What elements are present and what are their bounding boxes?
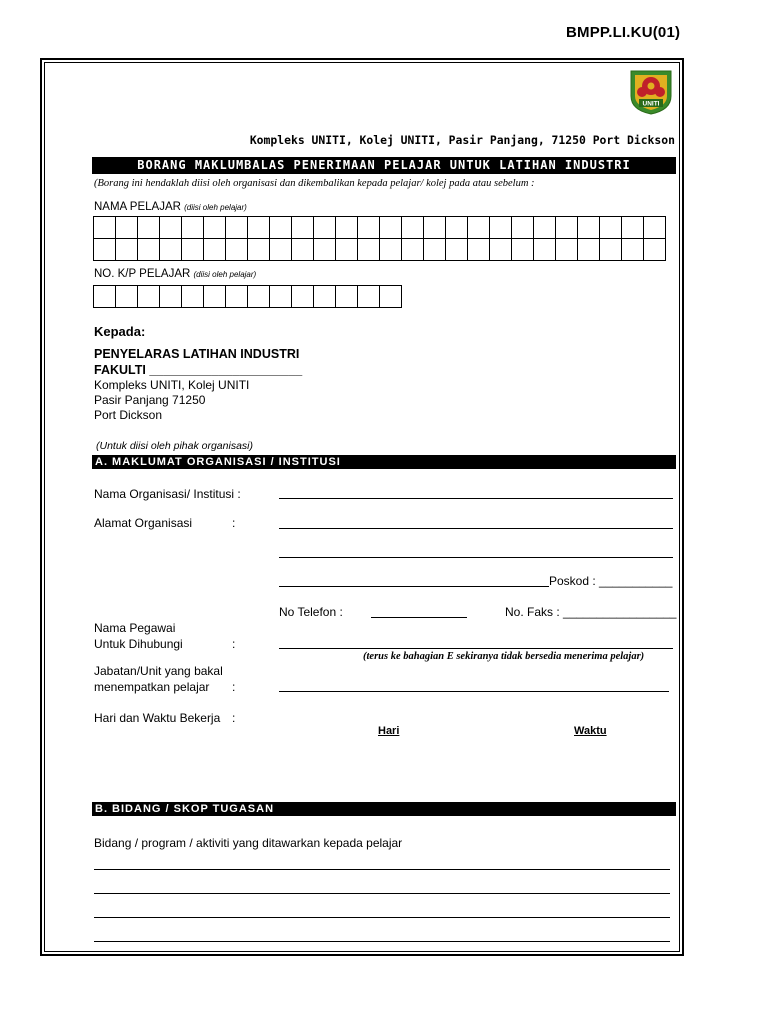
- student-name-boxes[interactable]: [93, 216, 666, 261]
- contact-label-1: Nama Pegawai: [94, 621, 176, 635]
- scope-line-1[interactable]: [94, 869, 670, 870]
- ic-char-box[interactable]: [314, 286, 336, 308]
- name-char-box[interactable]: [534, 217, 556, 239]
- phone-label: No Telefon :: [279, 605, 343, 619]
- ic-char-box[interactable]: [160, 286, 182, 308]
- recipient-line-1: PENYELARAS LATIHAN INDUSTRI: [94, 347, 300, 361]
- name-char-box[interactable]: [358, 217, 380, 239]
- ic-char-box[interactable]: [292, 286, 314, 308]
- student-ic-label: [94, 268, 256, 280]
- form-instruction-note: (Borang ini hendaklah diisi oleh organisasi dan dikembalikan kepada pelajar/ kolej pada atau sebelum :: [94, 178, 535, 189]
- name-char-box[interactable]: [622, 217, 644, 239]
- name-char-box[interactable]: [380, 239, 402, 261]
- student-name-label: [94, 201, 247, 213]
- recipient-heading: Kepada:: [94, 324, 146, 339]
- name-char-box[interactable]: [424, 217, 446, 239]
- contact-colon: :: [232, 637, 236, 651]
- ic-char-box[interactable]: [116, 286, 138, 308]
- scope-line-2[interactable]: [94, 893, 670, 894]
- name-char-box[interactable]: [468, 239, 490, 261]
- name-char-box[interactable]: [578, 239, 600, 261]
- name-char-box[interactable]: [292, 239, 314, 261]
- name-char-box[interactable]: [160, 217, 182, 239]
- uniti-shield-logo: [627, 68, 675, 116]
- name-char-box[interactable]: [380, 217, 402, 239]
- org-name-line[interactable]: [279, 498, 673, 499]
- recipient-address-3: Port Dickson: [94, 408, 163, 422]
- name-char-box[interactable]: [314, 239, 336, 261]
- name-char-box[interactable]: [94, 239, 116, 261]
- name-char-box[interactable]: [204, 217, 226, 239]
- section-a-title: A. MAKLUMAT ORGANISASI / INSTITUSI: [92, 455, 676, 469]
- name-char-box[interactable]: [446, 239, 468, 261]
- contact-line[interactable]: [279, 648, 673, 649]
- name-char-box[interactable]: [644, 217, 666, 239]
- student-ic-boxes[interactable]: [93, 285, 402, 308]
- phone-line[interactable]: [371, 617, 467, 618]
- name-char-box[interactable]: [182, 217, 204, 239]
- recipient-address-2: Pasir Panjang 71250: [94, 393, 206, 407]
- org-address-label: Alamat Organisasi: [94, 516, 193, 530]
- form-title: BORANG MAKLUMBALAS PENERIMAAN PELAJAR UNTUK LATIHAN INDUSTRI: [92, 157, 676, 174]
- name-char-box[interactable]: [248, 239, 270, 261]
- dept-line[interactable]: [279, 691, 669, 692]
- student-name-label-text: NAMA PELAJAR: [94, 201, 181, 213]
- time-column-header: Waktu: [574, 725, 607, 737]
- name-char-box[interactable]: [468, 217, 490, 239]
- name-char-box[interactable]: [116, 239, 138, 261]
- recipient-address-1: Kompleks UNITI, Kolej UNITI: [94, 378, 250, 392]
- ic-char-box[interactable]: [226, 286, 248, 308]
- org-name-label: Nama Organisasi/ Institusi :: [94, 487, 241, 501]
- name-char-box[interactable]: [534, 239, 556, 261]
- ic-char-box[interactable]: [182, 286, 204, 308]
- name-char-box[interactable]: [424, 239, 446, 261]
- ic-char-box[interactable]: [138, 286, 160, 308]
- institution-address: Kompleks UNITI, Kolej UNITI, Pasir Panjang, 71250 Port Dickson: [249, 133, 675, 147]
- name-char-box[interactable]: [248, 217, 270, 239]
- name-char-box[interactable]: [336, 239, 358, 261]
- org-address-colon: :: [232, 516, 236, 530]
- name-char-box[interactable]: [314, 217, 336, 239]
- org-address-line-1[interactable]: [279, 528, 673, 529]
- name-char-box[interactable]: [600, 217, 622, 239]
- name-char-box[interactable]: [600, 239, 622, 261]
- name-char-box[interactable]: [160, 239, 182, 261]
- name-char-box[interactable]: [336, 217, 358, 239]
- name-char-box[interactable]: [358, 239, 380, 261]
- org-address-line-3[interactable]: [279, 586, 549, 587]
- name-char-box[interactable]: [490, 217, 512, 239]
- name-char-box[interactable]: [270, 217, 292, 239]
- fax-label: No. Faks : _________________: [505, 605, 677, 619]
- ic-char-box[interactable]: [380, 286, 402, 308]
- contact-note: (terus ke bahagian E sekiranya tidak bersedia menerima pelajar): [363, 651, 645, 662]
- org-address-line-2[interactable]: [279, 557, 673, 558]
- section-b-question: Bidang / program / aktiviti yang ditawarkan kepada pelajar: [94, 836, 403, 850]
- day-column-header: Hari: [378, 725, 400, 737]
- ic-char-box[interactable]: [270, 286, 292, 308]
- ic-char-box[interactable]: [358, 286, 380, 308]
- dept-colon: :: [232, 680, 236, 694]
- workdays-label: Hari dan Waktu Bekerja: [94, 711, 221, 725]
- name-char-box[interactable]: [116, 217, 138, 239]
- student-ic-hint: (diisi oleh pelajar): [193, 270, 257, 279]
- dept-label-2: menempatkan pelajar: [94, 680, 210, 694]
- name-char-box[interactable]: [226, 217, 248, 239]
- name-char-box[interactable]: [270, 239, 292, 261]
- section-b-title: B. BIDANG / SKOP TUGASAN: [92, 802, 676, 816]
- name-char-box[interactable]: [512, 239, 534, 261]
- name-char-box[interactable]: [578, 217, 600, 239]
- ic-char-box[interactable]: [336, 286, 358, 308]
- postcode-label: Poskod : ___________: [549, 574, 673, 588]
- recipient-line-2: FAKULTI ______________________: [94, 363, 303, 377]
- logo-text: UNITI: [642, 100, 660, 108]
- name-char-box[interactable]: [204, 239, 226, 261]
- name-char-box[interactable]: [446, 217, 468, 239]
- scope-line-4[interactable]: [94, 941, 670, 942]
- name-char-box[interactable]: [644, 239, 666, 261]
- student-ic-label-text: NO. K/P PELAJAR: [94, 268, 191, 280]
- name-char-box[interactable]: [402, 217, 424, 239]
- organisation-fill-note: (Untuk diisi oleh pihak organisasi): [96, 440, 253, 452]
- name-char-box[interactable]: [556, 217, 578, 239]
- name-char-box[interactable]: [292, 217, 314, 239]
- contact-label-2: Untuk Dihubungi: [94, 637, 183, 651]
- name-char-box[interactable]: [556, 239, 578, 261]
- ic-char-box[interactable]: [204, 286, 226, 308]
- document-code: BMPP.LI.KU(01): [566, 24, 681, 41]
- dept-label-1: Jabatan/Unit yang bakal: [94, 664, 223, 678]
- ic-char-box[interactable]: [94, 286, 116, 308]
- name-char-box[interactable]: [490, 239, 512, 261]
- name-char-box[interactable]: [622, 239, 644, 261]
- name-char-box[interactable]: [138, 217, 160, 239]
- scope-line-3[interactable]: [94, 917, 670, 918]
- name-char-box[interactable]: [512, 217, 534, 239]
- name-char-box[interactable]: [226, 239, 248, 261]
- name-char-box[interactable]: [402, 239, 424, 261]
- ic-char-box[interactable]: [248, 286, 270, 308]
- workdays-colon: :: [232, 711, 236, 725]
- name-char-box[interactable]: [138, 239, 160, 261]
- form-frame-inner: [44, 62, 680, 952]
- student-name-hint: (diisi oleh pelajar): [184, 203, 247, 212]
- name-char-box[interactable]: [94, 217, 116, 239]
- name-char-box[interactable]: [182, 239, 204, 261]
